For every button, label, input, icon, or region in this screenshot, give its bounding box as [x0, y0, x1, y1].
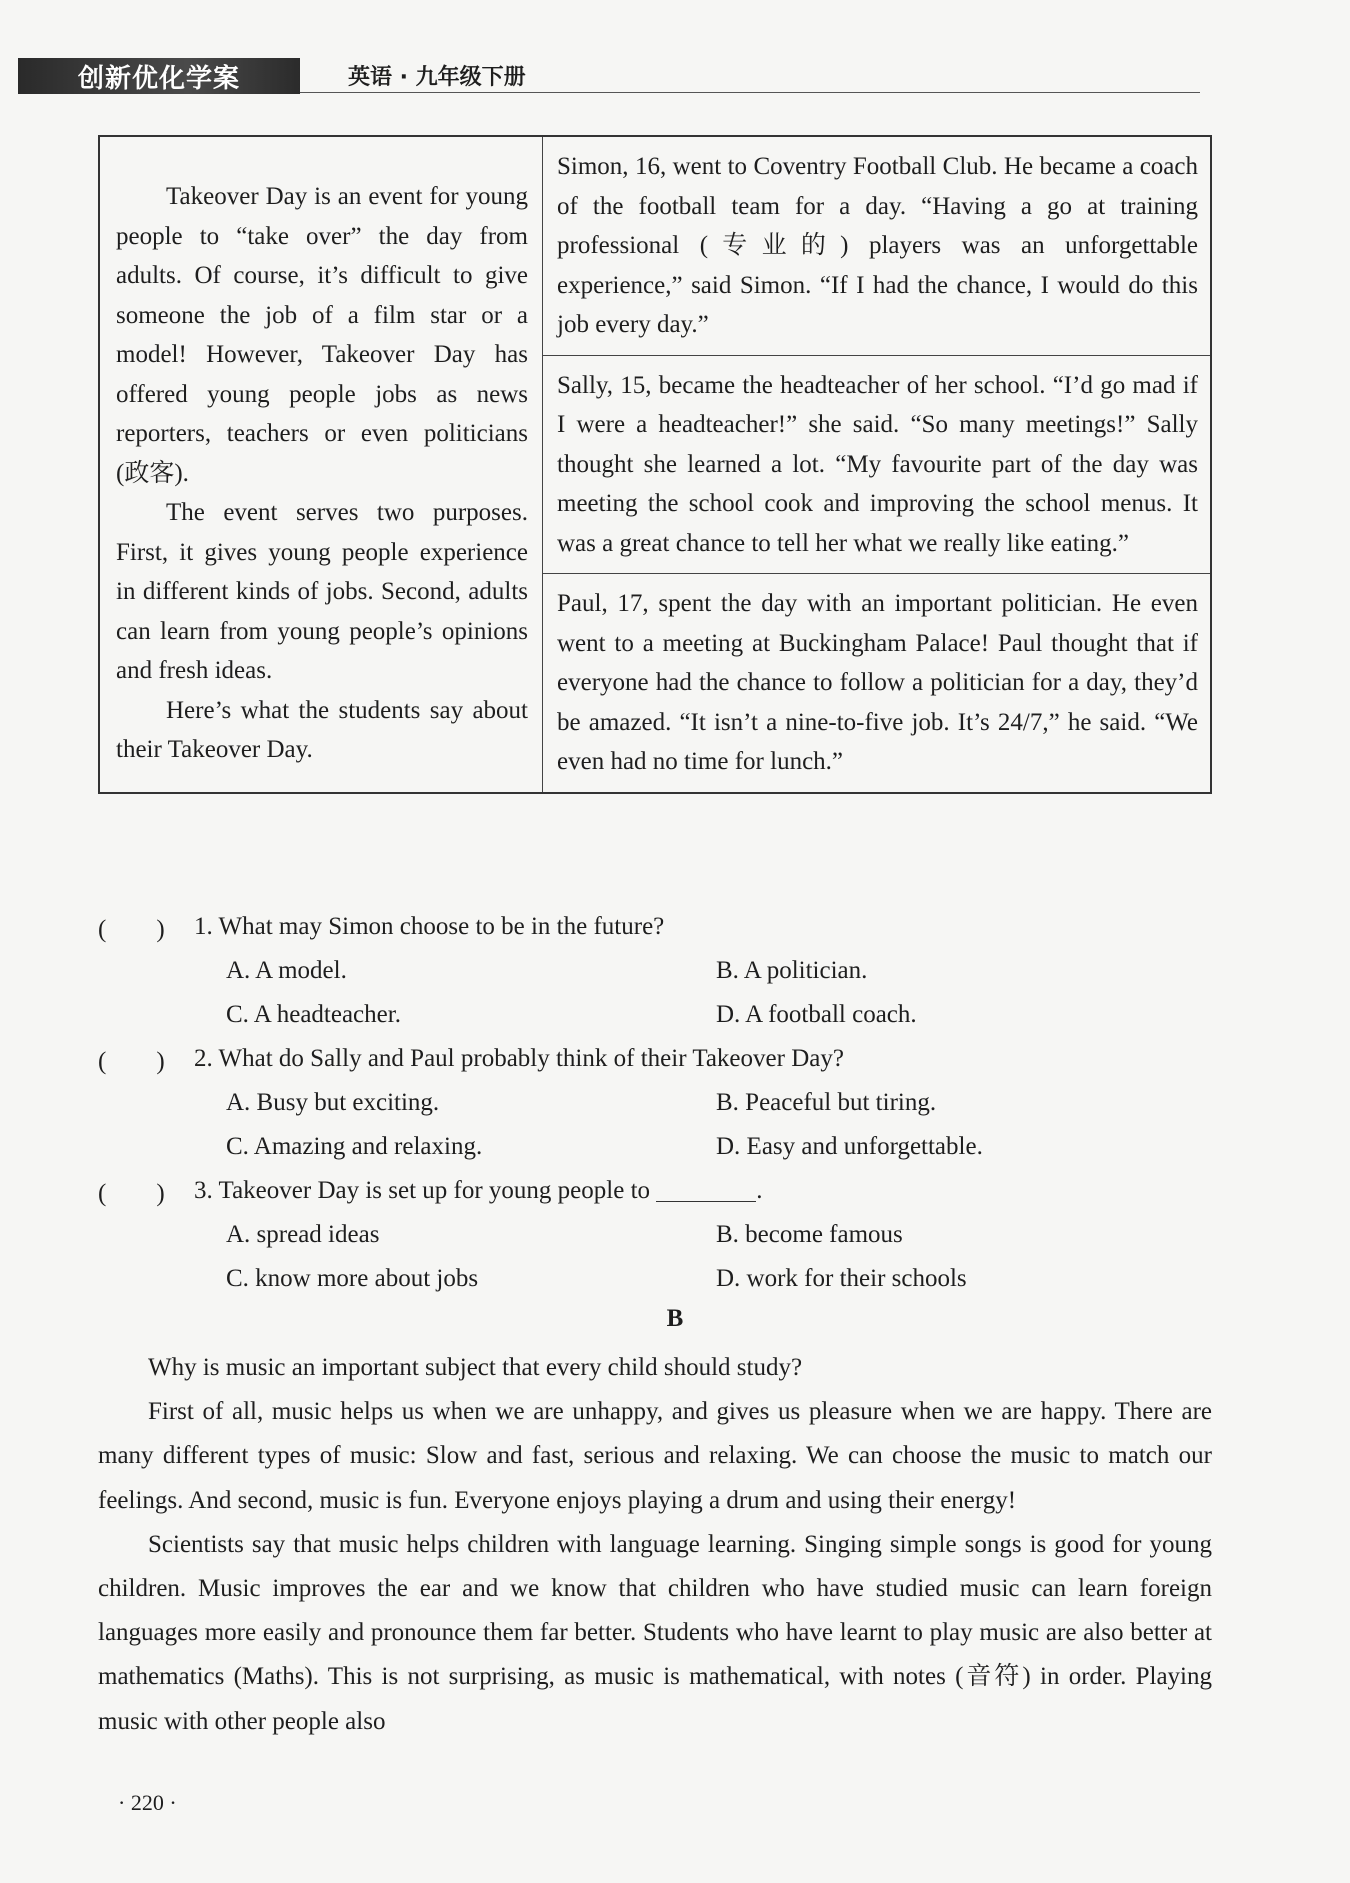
option-a: A. spread ideas: [226, 1221, 380, 1248]
header-divider: [300, 92, 1200, 93]
story-sally-cell: [543, 355, 1212, 574]
question-3: [98, 1169, 1212, 1301]
passage-b-paragraph: Why is music an important subject that every child should study?: [148, 1354, 803, 1381]
story-paul: Paul, 17, spent the day with an important politician. He even went to a meeting at Buckingham Palace! Paul thought that if everyone had the chance to follow a politician for a day, they’d be amazed. “It isn’t a nine-to-five job. It’s 24/7,” he said. “We even had no time for lunch.”: [557, 590, 1198, 775]
book-brand-logo: 创新优化学案: [18, 58, 300, 94]
question-text: 3. Takeover Day is set up for young people to: [194, 1177, 651, 1204]
question-text: 1. What may Simon choose to be in the future?: [194, 913, 665, 940]
intro-paragraph: The event serves two purposes. First, it gives young people experience in different kinds of jobs. Second, adults can learn from young people’s opinions and fresh ideas.: [116, 499, 528, 684]
answer-bracket[interactable]: ( ): [98, 1048, 165, 1075]
story-simon-cell: [543, 136, 1212, 355]
passage-b: [98, 1346, 1212, 1744]
option-d: D. A football coach.: [716, 1001, 917, 1028]
passage-a-table: [98, 135, 1212, 794]
option-b: B. A politician.: [716, 957, 868, 984]
option-a: A. Busy but exciting.: [226, 1089, 440, 1116]
book-subject-title: 英语 · 九年级下册: [348, 65, 526, 90]
question-2: [98, 1037, 1212, 1169]
story-sally: Sally, 15, became the headteacher of her school. “I’d go mad if I were a headteacher!” she said. “So many meetings!” Sally thought she learned a lot. “My favourite part of the day was meeting the school cook and improving the school menus. It was a great chance to tell her what we really like eating.”: [557, 371, 1198, 557]
option-c: C. A headteacher.: [226, 1001, 401, 1028]
answer-bracket[interactable]: ( ): [98, 916, 165, 943]
page-number: · 220 ·: [118, 1790, 177, 1815]
intro-paragraph: Here’s what the students say about their Takeover Day.: [116, 696, 528, 763]
option-c: C. Amazing and relaxing.: [226, 1133, 483, 1160]
option-b: B. Peaceful but tiring.: [716, 1089, 937, 1116]
fill-in-blank[interactable]: [656, 1181, 756, 1202]
page-header: [18, 58, 1218, 94]
option-d: D. work for their schools: [716, 1265, 967, 1292]
question-1: [98, 905, 1212, 1037]
option-d: D. Easy and unforgettable.: [716, 1133, 983, 1160]
option-b: B. become famous: [716, 1221, 903, 1248]
option-a: A. A model.: [226, 957, 347, 984]
section-b-heading: B: [666, 1305, 684, 1332]
story-simon: Simon, 16, went to Coventry Football Club. He became a coach of the football team for a day. “Having a go at training professional (专业的) players was an unforgettable experience,” said Simon. “If I had the chance, I would do this job every day.”: [557, 153, 1198, 338]
answer-bracket[interactable]: ( ): [98, 1180, 165, 1207]
question-text-end: .: [756, 1177, 763, 1204]
passage-intro-cell: [99, 136, 543, 793]
story-paul-cell: [543, 574, 1212, 793]
passage-b-paragraph: First of all, music helps us when we are unhappy, and gives us pleasure when we are happy. There are many different types of music: Slow and fast, serious and relaxing. We can choose the music to match our feelings. And second, music is fun. Everyone enjoys playing a drum and using their energy!: [98, 1398, 1212, 1514]
passage-b-paragraph: Scientists say that music helps children with language learning. Singing simple songs is good for young children. Music improves the ear and we know that children who have studied music can learn foreign languages more easily and pronounce them far better. Students who have learnt to play music are also better at mathematics (Maths). This is not surprising, as music is mathematical, with notes (音符) in order. Playing music with other people also: [98, 1530, 1212, 1735]
intro-paragraph: Takeover Day is an event for young people to “take over” the day from adults. Of course, it’s difficult to give someone the job of a film star or a model! However, Takeover Day has offered young people jobs as news reporters, teachers or even politicians (政客).: [116, 183, 528, 487]
question-text: 2. What do Sally and Paul probably think of their Takeover Day?: [194, 1045, 844, 1072]
option-c: C. know more about jobs: [226, 1265, 479, 1292]
question-list: [98, 905, 1212, 1301]
